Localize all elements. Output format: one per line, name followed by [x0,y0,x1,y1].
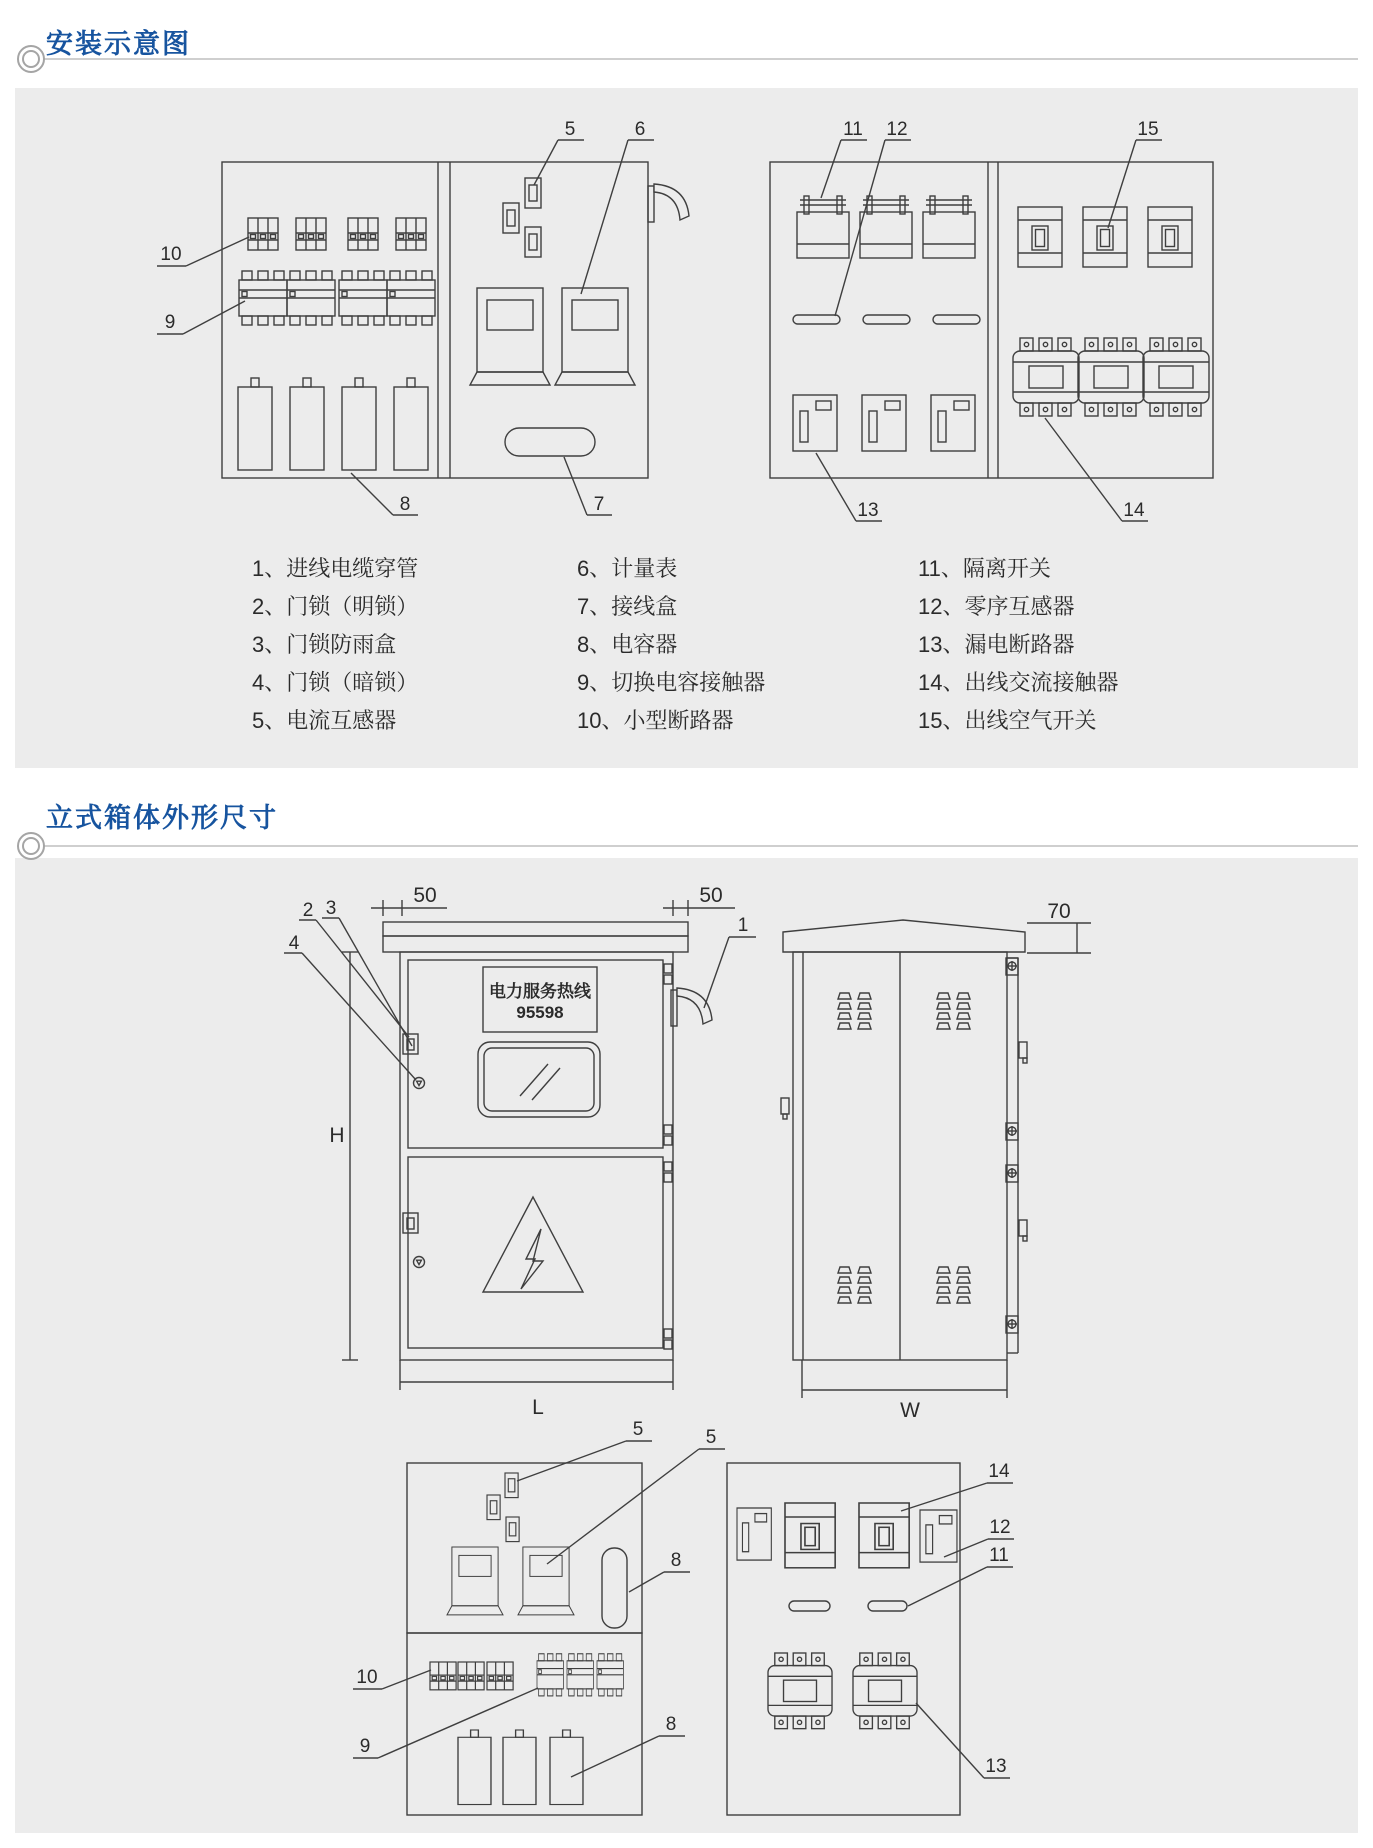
energy-meter-icon [470,288,550,385]
hinge-icon [1006,1316,1018,1333]
callout-5-label: 5 [564,119,576,140]
air-switch-icon [1148,207,1192,267]
legend-column-2 [577,550,765,740]
front-view-dimensions [284,884,756,1419]
callout-10-label: 10 [356,1667,378,1688]
upper-compartment [407,1463,642,1633]
capacitor-contactor-icon [387,271,435,325]
callout-2-label: 2 [302,900,314,921]
callout-12-label: 12 [886,119,908,140]
capacitor-contactor-icon [597,1654,623,1696]
legend-item: 15、出线空气开关 [918,708,1097,733]
dim-H: H [329,1124,345,1147]
capacitor-contactor-icon [239,271,287,325]
callout-14-label: 14 [988,1461,1010,1482]
capacitor-icon [458,1730,491,1805]
air-switch-icon [859,1503,909,1568]
door-handle-icon [671,988,712,1026]
side-view-dimensions [802,900,1091,1422]
legend-item: 7、接线盒 [577,594,678,619]
leakage-breaker-icon [931,395,975,451]
outgoing-compartment [727,1463,960,1815]
legend-column-1 [252,550,418,740]
cabinet-front-right [770,162,1213,478]
dim-50-right: 50 [699,884,723,907]
mini-breaker-icon [348,218,378,250]
current-transformer-icon [503,203,519,233]
bottom-left-layout [353,1419,725,1815]
zero-seq-ct-icon [793,315,840,324]
legend-column-3 [918,550,1118,740]
bottom-right-layout [727,1461,1014,1815]
vent-louver-icon [937,1267,970,1303]
legend-item: 9、切换电容接触器 [577,670,766,695]
ac-contactor-icon [1078,338,1144,416]
legend-item: 10、小型断路器 [577,708,734,733]
callout-14-label: 14 [1123,500,1145,521]
mini-breaker-icon [430,1662,456,1690]
callout-9-label: 9 [359,1736,371,1757]
zero-seq-ct-icon [868,1601,907,1611]
hinge-icon [1006,1165,1018,1182]
legend-item: 14、出线交流接触器 [918,670,1119,695]
mini-breaker-icon [248,218,278,250]
energy-meter-icon [518,1547,574,1615]
hinge-icon [1006,1123,1018,1140]
capacitor-icon [394,378,428,470]
section-rule [40,58,1358,60]
current-transformer-icon [487,1495,500,1520]
callout-7-label: 7 [593,494,605,515]
hidden-lock-icon [414,1257,425,1268]
capacitor-contactor-icon [567,1654,593,1696]
callout-5-label: 5 [632,1419,644,1440]
hinge-icon [1006,958,1018,975]
callout-11-label: 11 [989,1545,1009,1566]
door-lock-icon [403,1213,418,1233]
callout-12-label: 12 [989,1517,1011,1538]
service-hotline-text: 电力服务热线 [489,982,591,1001]
current-transformer-icon [505,1473,518,1498]
ac-contactor-icon [768,1653,832,1729]
legend-item: 5、电流互感器 [252,708,397,733]
dimension-diagram-canvas [15,858,1358,1833]
leakage-breaker-icon [737,1508,771,1560]
vent-louver-icon [838,1267,871,1303]
callout-8-label: 8 [399,494,411,515]
junction-box-icon [505,428,595,456]
hinge-icon [664,964,672,984]
zero-seq-ct-icon [933,315,980,324]
cabinet-front-left [222,162,689,478]
legend-item: 13、漏电断路器 [918,632,1075,657]
legend-item: 1、进线电缆穿管 [252,556,419,581]
callout-13-label: 13 [985,1756,1007,1777]
dim-W: W [900,1399,920,1422]
dimension-panel [15,858,1358,1833]
legend-item: 12、零序互感器 [918,594,1075,619]
air-switch-icon [1083,207,1127,267]
zero-seq-ct-icon [863,315,910,324]
callout-15-label: 15 [1137,119,1159,140]
mini-breaker-icon [296,218,326,250]
air-switch-icon [785,1503,835,1568]
isolator-switch-icon [923,196,975,258]
ring-icon [17,45,45,73]
ac-contactor-icon [853,1653,917,1729]
leakage-breaker-icon [793,395,837,451]
dim-70: 70 [1047,900,1071,923]
mini-breaker-icon [487,1662,513,1690]
vent-louver-icon [937,993,970,1029]
current-transformer-icon [525,178,541,208]
ac-contactor-icon [1143,338,1209,416]
callout-13-label: 13 [857,500,879,521]
capacitor-icon [342,378,376,470]
ac-contactor-icon [1013,338,1079,416]
cabinet-front-exterior [383,922,712,1360]
callout-9-label: 9 [164,312,176,333]
callout-3-label: 3 [325,898,337,919]
callout-4-label: 4 [288,933,300,954]
section-title-dimensions: 立式箱体外形尺寸 [46,803,278,833]
energy-meter-icon [555,288,635,385]
capacitor-icon [290,378,324,470]
isolator-switch-icon [860,196,912,258]
air-switch-icon [1018,207,1062,267]
vent-louver-icon [838,993,871,1029]
legend-item: 11、隔离开关 [918,556,1051,581]
warning-triangle-icon [483,1197,583,1292]
junction-box-icon [602,1548,627,1628]
leakage-breaker-icon [862,395,906,451]
legend-item: 2、门锁（明锁） [252,594,419,619]
meter-window [478,1042,600,1117]
hinge-icon [664,1162,672,1182]
capacitor-icon [550,1730,583,1805]
door-handle-icon [648,184,689,222]
callout-10-label: 10 [160,244,182,265]
mini-breaker-icon [458,1662,484,1690]
current-transformer-icon [506,1517,519,1542]
callout-8-label: 8 [665,1714,677,1735]
dim-L: L [532,1396,544,1419]
cabinet-outline [222,162,648,478]
capacitor-icon [503,1730,536,1805]
callouts-right-cabinet [816,119,1162,521]
legend-item: 3、门锁防雨盒 [252,632,397,657]
cabinet-side-exterior [781,920,1027,1360]
energy-meter-icon [447,1547,503,1615]
capacitor-contactor-icon [287,271,335,325]
dim-50-left: 50 [413,884,437,907]
capacitor-contactor-icon [339,271,387,325]
current-transformer-icon [525,227,541,257]
legend-item: 4、门锁（暗锁） [252,670,419,695]
section-rule [40,845,1358,847]
section-title-install: 安装示意图 [46,29,191,59]
callout-6-label: 6 [634,119,646,140]
callout-5-label: 5 [705,1427,717,1448]
zero-seq-ct-icon [789,1601,830,1611]
capacitor-contactor-icon [537,1654,563,1696]
legend-item: 8、电容器 [577,632,678,657]
service-hotline-number: 95598 [516,1003,564,1022]
ring-icon [17,832,45,860]
capacitor-icon [238,378,272,470]
hinge-icon [664,1329,672,1349]
hinge-icon [664,1125,672,1145]
mini-breaker-icon [396,218,426,250]
callout-11-label: 11 [843,119,863,140]
callout-8-label: 8 [670,1550,682,1571]
callout-1-label: 1 [737,915,749,936]
isolator-switch-icon [797,196,849,258]
install-panel [15,88,1358,768]
legend-item: 6、计量表 [577,556,678,581]
